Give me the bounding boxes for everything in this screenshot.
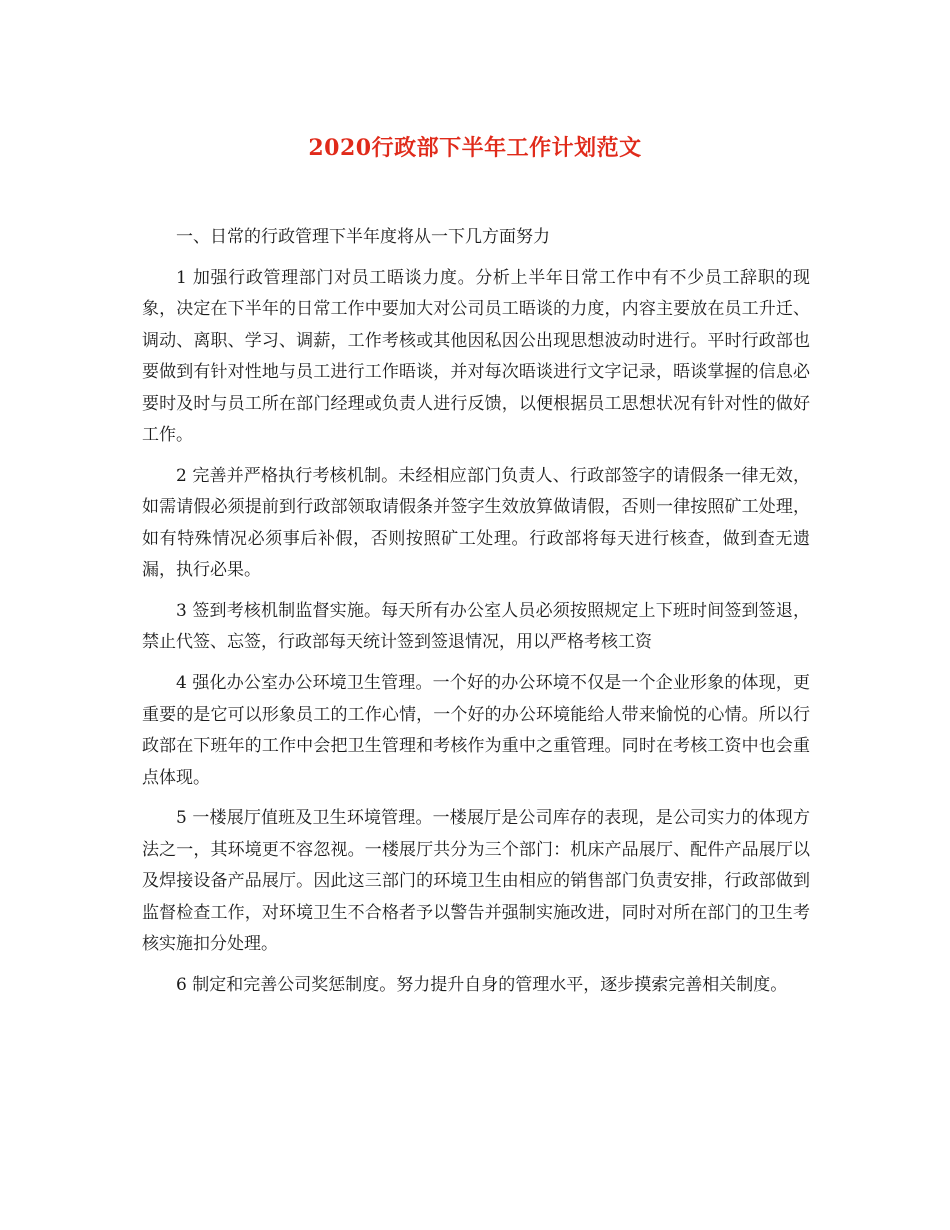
paragraph-item-1: 1 加强行政管理部门对员工晤谈力度。分析上半年日常工作中有不少员工辞职的现象，决定在下半年的日常工作中要加大对公司员工晤谈的力度，内容主要放在员工升迁、调动、离职、学习、调薪，工作考核或其他因私因公出现思想波动时进行。平时行政部也要做到有针对性地与员工进行工作晤谈，并对每次晤谈进行文字记录，晤谈掌握的信息必要时及时与员工所在部门经理或负责人进行反馈，以便根据员工思想状况有针对性的做好工作。 bbox=[142, 267, 810, 445]
paragraph-item-2: 2 完善并严格执行考核机制。未经相应部门负责人、行政部签字的请假条一律无效，如需请假必须提前到行政部领取请假条并签字生效放算做请假，否则一律按照矿工处理，如有特殊情况必须事后补假，否则按照矿工处理。行政部将每天进行核查，做到查无遗漏，执行必果。 bbox=[142, 465, 810, 581]
paragraph-item-6: 6 制定和完善公司奖惩制度。努力提升自身的管理水平，逐步摸索完善相关制度。 bbox=[176, 974, 788, 995]
paragraph-heading-1: 一、日常的行政管理下半年度将从一下几方面努力 bbox=[176, 227, 550, 247]
paragraph-item-5: 5 一楼展厅值班及卫生环境管理。一楼展厅是公司库存的表现，是公司实力的体现方法之一，其环境更不容忽视。一楼展厅共分为三个部门：机床产品展厅、配件产品展厅以及焊接设备产品展厅。因此这三部门的环境卫生由相应的销售部门负责安排，行政部做到监督检查工作，对环境卫生不合格者予以警告并强制实施改进，同时对所在部门的卫生考核实施扣分处理。 bbox=[142, 808, 810, 955]
document-title: 2020行政部下半年工作计划范文 bbox=[308, 135, 642, 161]
paragraph-item-4: 4 强化办公室办公环境卫生管理。一个好的办公环境不仅是一个企业形象的体现，更重要的是它可以形象员工的工作心情，一个好的办公环境能给人带来愉悦的心情。所以行政部在下班年的工作中会把卫生管理和考核作为重中之重管理。同时在考核工资中也会重点体现。 bbox=[142, 673, 810, 788]
paragraph-item-3: 3 签到考核机制监督实施。每天所有办公室人员必须按照规定上下班时间签到签退，禁止代签、忘签，行政部每天统计签到签退情况，用以严格考核工资 bbox=[142, 600, 810, 653]
document-body bbox=[142, 222, 810, 1011]
